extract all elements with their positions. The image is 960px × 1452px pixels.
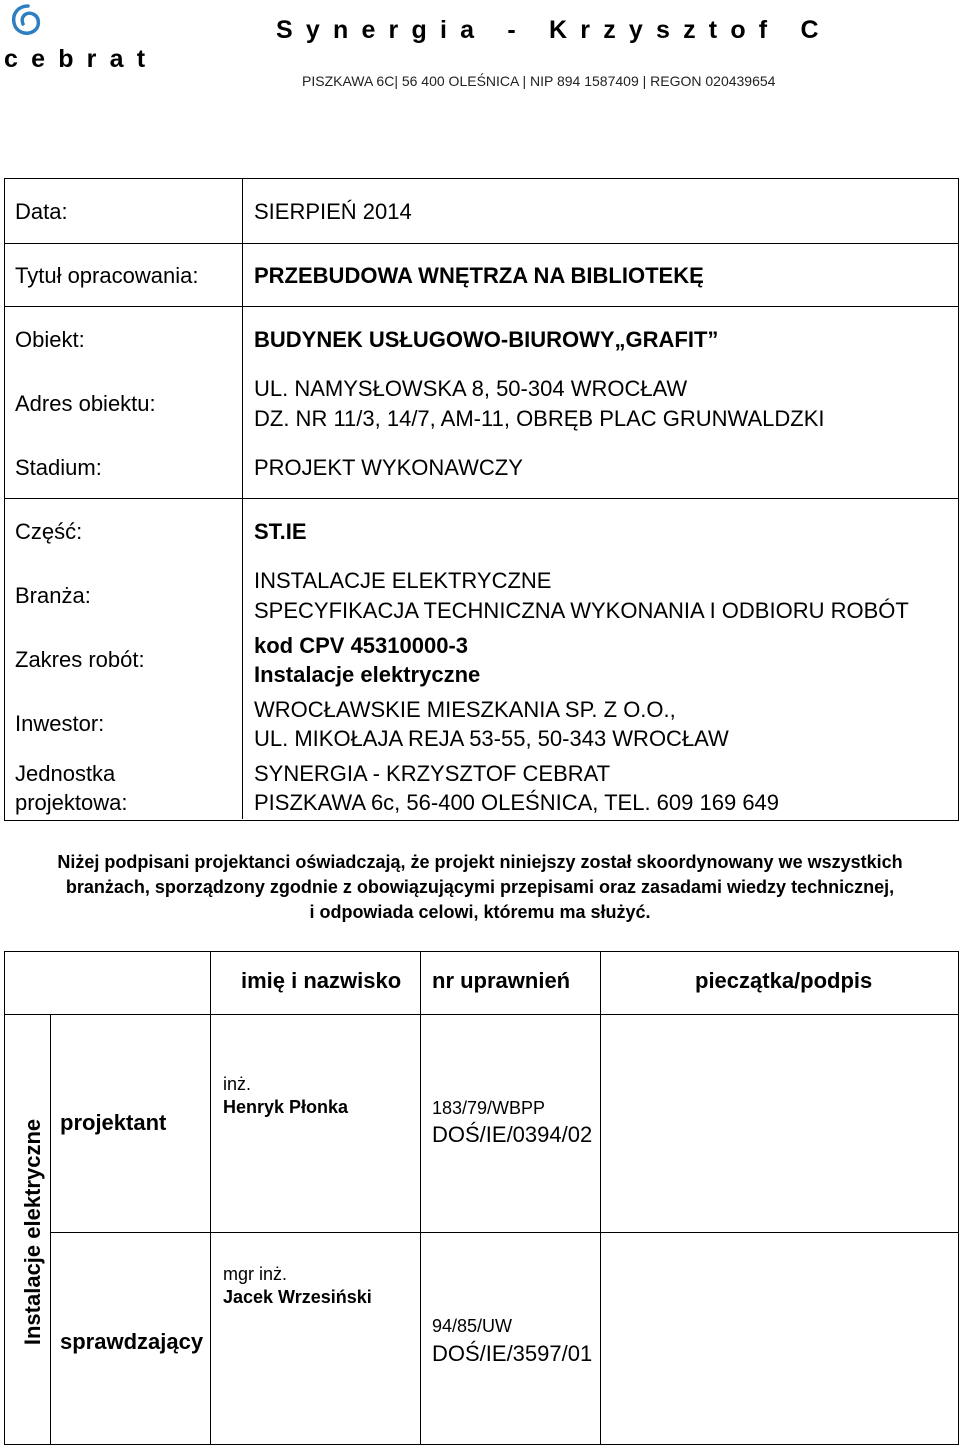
object-value: BUDYNEK USŁUGOWO-BIUROWY„GRAFIT” xyxy=(254,327,719,352)
design-unit-label-line2: projektowa: xyxy=(15,790,128,815)
firm-address: PISZKAWA 6C| 56 400 OLEŚNICA | NIP 894 1587409 | REGON 020439654 xyxy=(302,73,776,89)
branch-value-line2: SPECYFIKACJA TECHNICZNA WYKONANIA I ODBIORU ROBÓT xyxy=(254,598,909,623)
verifier-chamber-number: DOŚ/IE/3597/01 xyxy=(432,1341,593,1366)
date-label: Data: xyxy=(15,199,68,224)
part-value: ST.IE xyxy=(254,519,307,544)
investor-value-line2: UL. MIKOŁAJA REJA 53-55, 50-343 WROCŁAW xyxy=(254,726,729,751)
statement-line: Niżej podpisani projektanci oświadczają, że projekt niniejszy został skoordynowany we wszystkich xyxy=(57,852,903,872)
role-designer: projektant xyxy=(60,1110,167,1135)
signature-column-divider xyxy=(210,951,211,1445)
signature-table xyxy=(4,951,959,1445)
role-verifier: sprawdzający xyxy=(60,1329,204,1354)
designer-license-number: 183/79/WBPP xyxy=(432,1098,546,1118)
firm-title-continuation: cebrat xyxy=(4,45,159,73)
stage-label: Stadium: xyxy=(15,455,102,480)
investor-value-line1: WROCŁAWSKIE MIESZKANIA SP. Z O.O., xyxy=(254,697,676,722)
date-value: SIERPIEŃ 2014 xyxy=(254,199,412,224)
address-label: Adres obiektu: xyxy=(15,391,156,416)
designer-name: Henryk Płonka xyxy=(223,1097,349,1117)
design-unit-value-line2: PISZKAWA 6c, 56-400 OLEŚNICA, TEL. 609 169 649 xyxy=(254,790,780,815)
statement-line: branżach, sporządzony zgodnie z obowiązującymi przepisami oraz zasadami wiedzy technicznej, xyxy=(65,877,895,897)
title-label: Tytuł opracowania: xyxy=(15,263,199,288)
designer-title: inż. xyxy=(223,1074,252,1094)
designer-chamber-number: DOŚ/IE/0394/02 xyxy=(432,1122,593,1147)
column-header-license: nr uprawnień xyxy=(432,968,571,993)
statement-line: i odpowiada celowi, któremu ma służyć. xyxy=(309,902,651,922)
signature-row-divider xyxy=(50,1232,959,1233)
branch-value-line1: INSTALACJE ELEKTRYCZNE xyxy=(254,568,552,593)
verifier-license-number: 94/85/UW xyxy=(432,1316,513,1336)
branch-vertical-label: Instalacje elektryczne xyxy=(20,1118,45,1346)
investor-label: Inwestor: xyxy=(15,711,105,736)
scope-value-line1: kod CPV 45310000-3 xyxy=(254,633,469,658)
signature-header-line xyxy=(4,1014,959,1015)
info-table-row-line xyxy=(4,498,959,499)
stage-value: PROJEKT WYKONAWCZY xyxy=(254,455,523,480)
address-value-line1: UL. NAMYSŁOWSKA 8, 50-304 WROCŁAW xyxy=(254,376,688,401)
object-label: Obiekt: xyxy=(15,327,85,352)
signature-branch-divider xyxy=(50,1014,51,1445)
logo-icon xyxy=(6,2,46,42)
address-value-line2: DZ. NR 11/3, 14/7, AM-11, OBRĘB PLAC GRUNWALDZKI xyxy=(254,406,825,431)
title-value: PRZEBUDOWA WNĘTRZA NA BIBLIOTEKĘ xyxy=(254,263,704,288)
info-table-row-line xyxy=(4,243,959,244)
design-unit-value-line1: SYNERGIA - KRZYSZTOF CEBRAT xyxy=(254,761,611,786)
column-header-name: imię i nazwisko xyxy=(241,968,402,993)
scope-value-line2: Instalacje elektryczne xyxy=(254,662,481,687)
verifier-title: mgr inż. xyxy=(223,1264,288,1284)
scope-label: Zakres robót: xyxy=(15,647,145,672)
coordination-statement xyxy=(40,850,920,925)
part-label: Część: xyxy=(15,519,83,544)
verifier-name: Jacek Wrzesiński xyxy=(223,1287,372,1307)
branch-label: Branża: xyxy=(15,583,91,608)
firm-title: Synergia - Krzysztof C xyxy=(276,16,832,44)
design-unit-label-line1: Jednostka xyxy=(15,761,116,786)
column-header-stamp: pieczątka/podpis xyxy=(695,968,873,993)
signature-column-divider xyxy=(420,951,421,1445)
info-table-row-line xyxy=(4,306,959,307)
signature-column-divider xyxy=(600,951,601,1445)
